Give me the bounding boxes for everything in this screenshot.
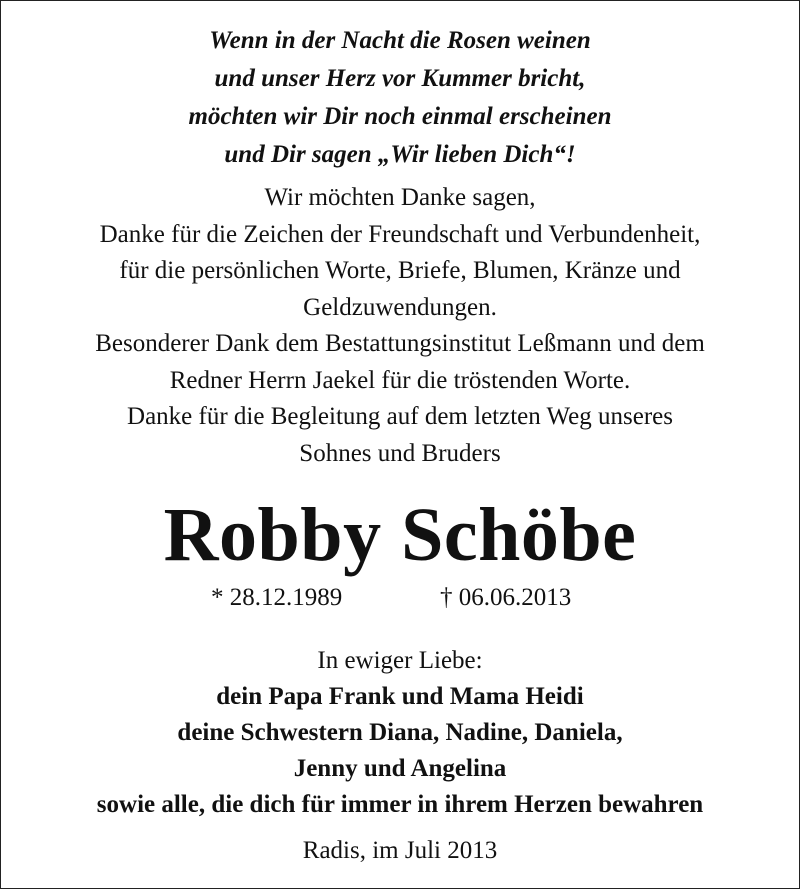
poem-line: Wenn in der Nacht die Rosen weinen [209,27,591,54]
thanks-line: Wir möchten Danke sagen, [264,184,536,211]
death-date: † 06.06.2013 [440,584,572,611]
mourner-line: dein Papa Frank und Mama Heidi [216,683,584,710]
thanks-line: Danke für die Begleitung auf dem letzten Weg unseres [127,403,673,430]
deceased-name: Robby Schöbe [163,493,637,577]
mourner-line: Jenny und Angelina [293,755,507,782]
thanks-line: Sohnes und Bruders [299,439,501,467]
thanks-line: für die persönlichen Worte, Briefe, Blumen, Kränze und [119,257,681,284]
poem-line: möchten wir Dir noch einmal erscheinen [188,103,612,130]
poem-line: und unser Herz vor Kummer bricht, [214,65,586,92]
thanks-line: Geldzuwendungen. [303,293,497,321]
mourner-line: sowie alle, die dich für immer in ihrem Herzen bewahren [96,791,704,818]
birth-date: * 28.12.1989 [211,584,343,611]
poem [0,22,800,174]
thanks-line: Redner Herrn Jaekel für die tröstenden Worte. [169,366,631,394]
mourners [0,643,800,823]
thanks-line: Danke für die Zeichen der Freundschaft und Verbundenheit, [99,220,701,248]
thanks-line: Besonderer Dank dem Bestattungsinstitut Leßmann und dem [95,330,705,357]
thanks-text [0,180,800,472]
place-date: Radis, im Juli 2013 [302,837,498,864]
poem-line: und Dir sagen „Wir lieben Dich“! [224,141,576,168]
mourner-line: deine Schwestern Diana, Nadine, Daniela, [177,719,623,746]
mourners-intro: In ewiger Liebe: [317,647,483,674]
